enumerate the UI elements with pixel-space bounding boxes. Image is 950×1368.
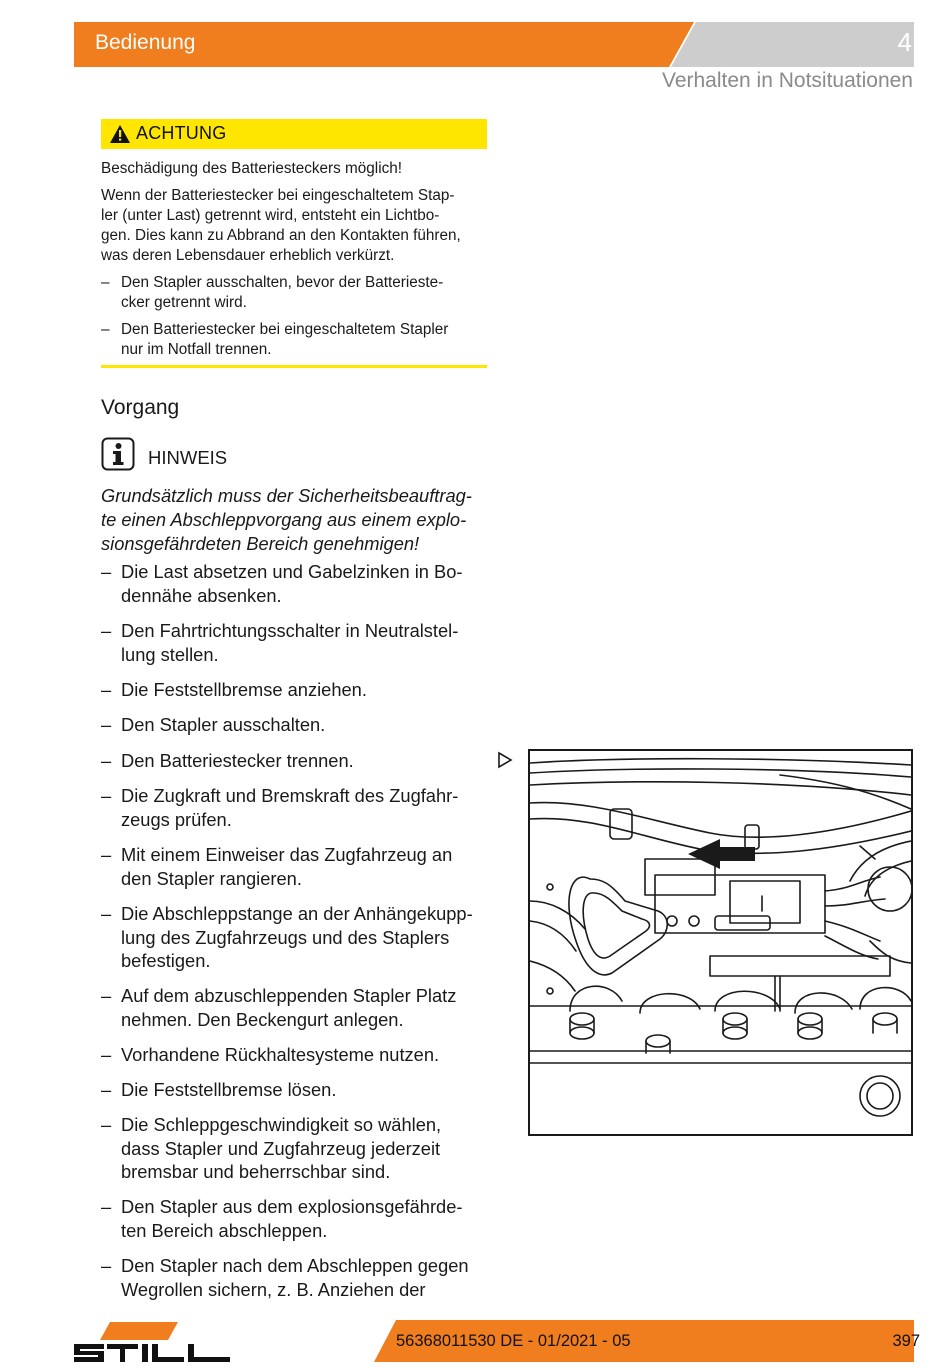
notice-line: te einen Abschleppvorgang aus einem explo- bbox=[101, 509, 467, 530]
warning-text-line: was deren Lebensdauer erheblich verkürzt. bbox=[101, 247, 395, 264]
bullet-dash: – bbox=[101, 750, 112, 771]
procedure-step bbox=[101, 1195, 493, 1242]
step-line: den Stapler rangieren. bbox=[121, 867, 302, 889]
figure-frame bbox=[528, 749, 913, 1136]
figure-pointer-icon bbox=[497, 751, 513, 769]
step-line: dass Stapler und Zugfahrzeug jederzeit bbox=[121, 1137, 441, 1159]
chapter-number: 4 bbox=[897, 27, 912, 57]
procedure-step bbox=[101, 749, 493, 773]
chapter-subtitle: Verhalten in Notsituationen bbox=[661, 69, 913, 92]
bullet-dash: – bbox=[101, 321, 110, 338]
notice-line: sionsgefährdeten Bereich genehmigen! bbox=[101, 533, 420, 554]
step-line: dennähe absenken. bbox=[121, 584, 282, 606]
step-line: ten Bereich abschleppen. bbox=[121, 1219, 328, 1241]
procedure-step bbox=[101, 843, 493, 890]
header-band-shape bbox=[74, 22, 914, 67]
step-line: lung stellen. bbox=[121, 643, 219, 665]
bullet-dash: – bbox=[101, 274, 110, 291]
bullet-dash: – bbox=[101, 1079, 112, 1100]
warning-divider bbox=[101, 365, 487, 368]
step-line: Die Schleppgeschwindigkeit so wählen, bbox=[121, 1114, 442, 1135]
warning-bullet-line: Den Batteriestecker bei eingeschaltetem Stapler bbox=[121, 321, 449, 338]
procedure-step bbox=[101, 784, 493, 831]
step-line: Den Stapler ausschalten. bbox=[121, 714, 326, 735]
info-icon bbox=[101, 437, 135, 471]
step-line: bremsbar und beherrschbar sind. bbox=[121, 1161, 391, 1183]
step-line: nehmen. Den Beckengurt anlegen. bbox=[121, 1008, 404, 1030]
warning-text-line: ler (unter Last) getrennt wird, entsteht ein Lichtbo- bbox=[101, 207, 440, 224]
notice-text bbox=[101, 484, 491, 556]
step-line: Die Feststellbremse anziehen. bbox=[121, 679, 367, 700]
notice-title: HINWEIS bbox=[148, 447, 228, 468]
step-line: befestigen. bbox=[121, 950, 211, 972]
bullet-dash: – bbox=[101, 1196, 112, 1217]
warning-text-line: gen. Dies kann zu Abbrand an den Kontakten führen, bbox=[101, 227, 461, 244]
warning-text-line: Beschädigung des Batteriesteckers möglich! bbox=[101, 160, 403, 177]
bullet-dash: – bbox=[101, 903, 112, 924]
procedure-step bbox=[101, 1078, 493, 1102]
battery-connector-illustration bbox=[530, 751, 911, 1134]
procedure-step bbox=[101, 984, 493, 1031]
page-number: 397 bbox=[892, 1332, 920, 1350]
step-line: Wegrollen sichern, z. B. Anziehen der bbox=[121, 1278, 426, 1300]
bullet-dash: – bbox=[101, 679, 112, 700]
step-line: Die Feststellbremse lösen. bbox=[121, 1079, 337, 1100]
step-line: Auf dem abzuschleppenden Stapler Platz bbox=[121, 985, 457, 1006]
procedure-step bbox=[101, 678, 493, 702]
procedure-step bbox=[101, 1043, 493, 1067]
warning-triangle-icon bbox=[109, 124, 131, 144]
bullet-dash: – bbox=[101, 1044, 112, 1065]
bullet-dash: – bbox=[101, 620, 112, 641]
procedure-step bbox=[101, 1254, 493, 1301]
step-line: Die Abschleppstange an der Anhängekupp- bbox=[121, 903, 473, 924]
step-line: Den Stapler aus dem explosionsgefährde- bbox=[121, 1196, 463, 1217]
warning-text-line: Wenn der Batteriestecker bei eingeschaltetem Stap- bbox=[101, 187, 455, 204]
warning-bullet bbox=[101, 273, 491, 314]
procedure-step bbox=[101, 560, 493, 607]
step-line: Mit einem Einweiser das Zugfahrzeug an bbox=[121, 844, 453, 865]
step-line: Den Fahrtrichtungsschalter in Neutralstel- bbox=[121, 620, 459, 641]
warning-header bbox=[101, 119, 487, 149]
still-logo bbox=[72, 1320, 234, 1364]
header-bar bbox=[74, 22, 914, 67]
bullet-dash: – bbox=[101, 985, 112, 1006]
bullet-dash: – bbox=[101, 1114, 112, 1135]
step-line: zeugs prüfen. bbox=[121, 808, 232, 830]
procedure-step bbox=[101, 902, 493, 973]
step-line: Die Zugkraft und Bremskraft des Zugfahr- bbox=[121, 785, 459, 806]
warning-bullet-line: cker getrennt wird. bbox=[121, 294, 247, 312]
step-line: lung des Zugfahrzeugs und des Staplers bbox=[121, 926, 450, 948]
bullet-dash: – bbox=[101, 561, 112, 582]
step-line: Vorhandene Rückhaltesysteme nutzen. bbox=[121, 1044, 440, 1065]
bullet-dash: – bbox=[101, 1255, 112, 1276]
document-number: 56368011530 DE - 01/2021 - 05 bbox=[396, 1332, 631, 1350]
step-line: Den Batteriestecker trennen. bbox=[121, 750, 354, 771]
step-line: Die Last absetzen und Gabelzinken in Bo- bbox=[121, 561, 463, 582]
section-title: Bedienung bbox=[95, 31, 196, 54]
bullet-dash: – bbox=[101, 844, 112, 865]
procedure-step bbox=[101, 619, 493, 666]
bullet-dash: – bbox=[101, 785, 112, 806]
warning-title: ACHTUNG bbox=[136, 123, 227, 143]
bullet-dash: – bbox=[101, 714, 112, 735]
warning-bullet-line: nur im Notfall trennen. bbox=[121, 341, 272, 359]
procedure-heading: Vorgang bbox=[101, 396, 180, 419]
warning-bullet bbox=[101, 320, 491, 361]
notice-line: Grundsätzlich muss der Sicherheitsbeauftrag- bbox=[101, 485, 472, 506]
procedure-step bbox=[101, 1113, 493, 1184]
procedure-step bbox=[101, 713, 493, 737]
warning-bullet-line: Den Stapler ausschalten, bevor der Batterieste- bbox=[121, 274, 444, 291]
step-line: Den Stapler nach dem Abschleppen gegen bbox=[121, 1255, 469, 1276]
